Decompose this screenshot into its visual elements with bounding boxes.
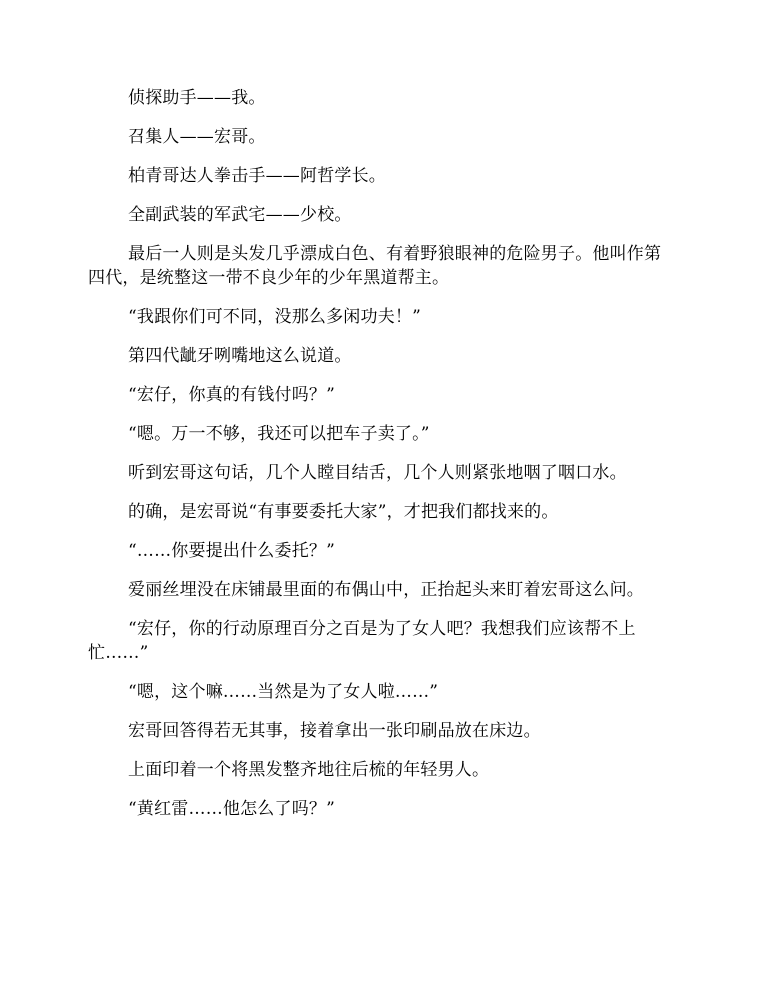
paragraph-2: 召集人——宏哥。 bbox=[128, 127, 266, 147]
paragraph-10: 听到宏哥这句话，几个人瞠目结舌，几个人则紧张地咽了咽口水。 bbox=[128, 463, 627, 483]
paragraph-18: “黄红雷……他怎么了吗？” bbox=[128, 799, 335, 819]
paragraph-11: 的确，是宏哥说“有事要委托大家”，才把我们都找来的。 bbox=[128, 502, 559, 522]
paragraph-8: “宏仔，你真的有钱付吗？” bbox=[128, 385, 335, 405]
paragraph-6: “我跟你们可不同，没那么多闲功夫！” bbox=[128, 307, 421, 327]
paragraph-13: 爱丽丝埋没在床铺最里面的布偶山中，正抬起头来盯着宏哥这么问。 bbox=[128, 580, 644, 600]
paragraph-14: “宏仔，你的行动原理百分之百是为了女人吧？我想我们应该帮不上忙……” bbox=[88, 619, 636, 663]
paragraph-4: 全副武装的军武宅——少校。 bbox=[128, 205, 352, 225]
body-text bbox=[88, 86, 678, 836]
paragraph-3: 柏青哥达人拳击手——阿哲学长。 bbox=[128, 166, 386, 186]
paragraph-5: 最后一人则是头发几乎漂成白色、有着野狼眼神的危险男子。他叫作第四代，是统整这一带不良少年的少年黑道帮主。 bbox=[88, 244, 662, 288]
paragraph-7: 第四代龇牙咧嘴地这么说道。 bbox=[128, 346, 352, 366]
paragraph-1: 侦探助手——我。 bbox=[128, 88, 266, 108]
paragraph-12: “……你要提出什么委托？” bbox=[128, 541, 335, 561]
paragraph-9: “嗯。万一不够，我还可以把车子卖了。” bbox=[128, 424, 430, 444]
paragraph-16: 宏哥回答得若无其事，接着拿出一张印刷品放在床边。 bbox=[128, 721, 541, 741]
paragraph-17: 上面印着一个将黑发整齐地往后梳的年轻男人。 bbox=[128, 760, 490, 780]
paragraph-15: “嗯，这个嘛……当然是为了女人啦……” bbox=[128, 682, 439, 702]
